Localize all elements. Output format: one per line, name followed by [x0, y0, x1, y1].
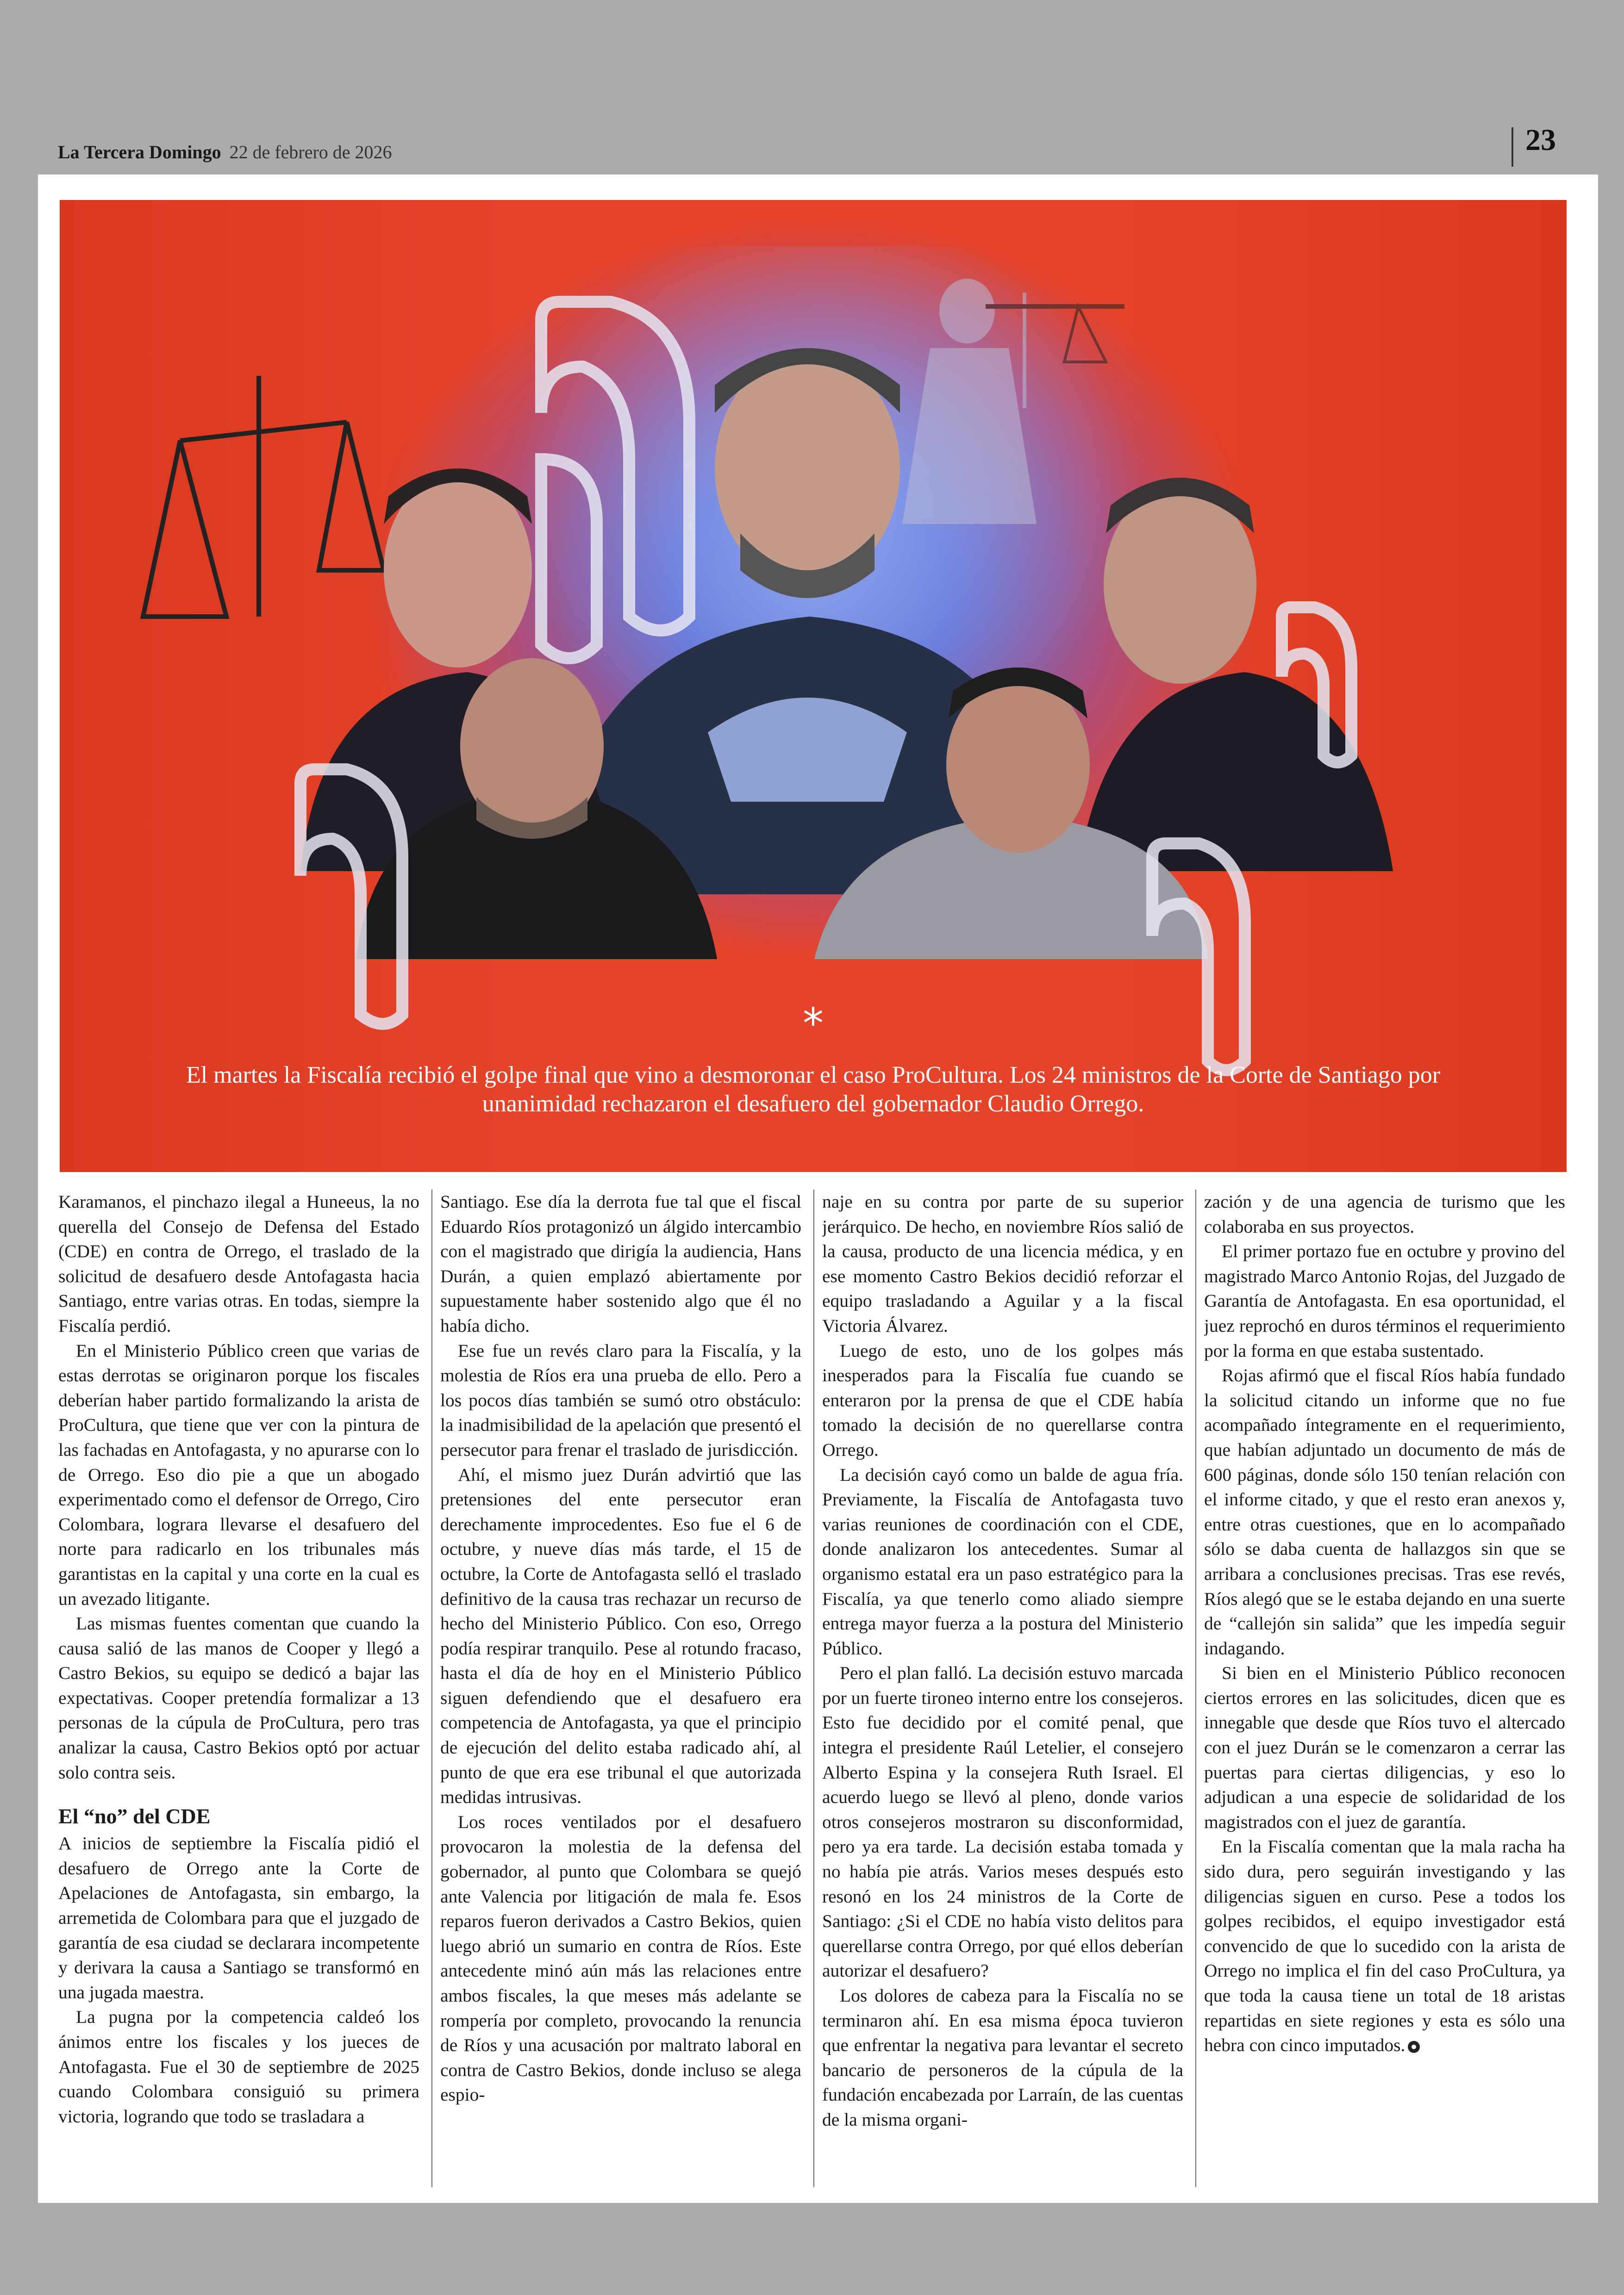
paragraph: Ese fue un revés claro para la Fiscalía, y la molestia de Ríos era una prueba de ello. Pero a los pocos días también se sumó otro obstáculo: la inadmisibilidad de la apelación que presentó el persecutor para frenar el traslado de jurisdicción.: [440, 1340, 801, 1460]
paragraph: El primer portazo fue en octubre y provino del magistrado Marco Antonio Rojas, del Juzgado de Garantía de Antofagasta. En esa oportunidad, el juez reprochó en duros términos el requerimiento por la forma en que estaba sustentado.: [1204, 1241, 1565, 1361]
masthead: [58, 141, 392, 163]
paragraph: naje en su contra por parte de su superior jerárquico. De hecho, en noviembre Ríos salió de la causa, producto de una licencia médica, y en ese momento Castro Bekios decidió reforzar el equipo trasladando a Aguilar y a la fiscal Victoria Álvarez.: [822, 1191, 1183, 1336]
subhead: El “no” del CDE: [58, 1804, 211, 1828]
hero-illustration: [60, 200, 1567, 1172]
paragraph: Karamanos, el pinchazo ilegal a Huneeus, la no querella del Consejo de Defensa del Estado (CDE) en contra de Orrego, el traslado de la solicitud de desafuero desde Antofagasta hacia Santiago, entre varias otras. En todas, siempre la Fiscalía perdió.: [58, 1191, 419, 1336]
scales-of-justice: [143, 376, 384, 617]
page-sheet: [38, 175, 1598, 2203]
paragraph: Las mismas fuentes comentan que cuando la causa salió de las manos de Cooper y llegó a Castro Bekios, su equipo se dedicó a bajar las expectativas. Cooper pretendía formalizar a 13 personas de la cúpula de ProCultura, pero tras analizar la causa, Castro Bekios optó por actuar solo contra seis.: [58, 1613, 419, 1783]
column-divider: [431, 1190, 432, 2187]
column-1: [58, 1190, 419, 2187]
hero-caption: El martes la Fiscalía recibió el golpe final que vino a desmoronar el caso ProCultura. Los 24 ministros de la Corte de Santiago por unanimidad rechazaron el desafuero del gobernador Claudio Orrego.: [186, 1062, 1441, 1117]
column-divider: [813, 1190, 814, 2187]
issue-date: 22 de febrero de 2026: [229, 142, 392, 162]
header-divider: [1512, 127, 1513, 167]
paragraph: Los roces ventilados por el desafuero provocaron la molestia de la defensa del gobernador, al punto que Colombara se quejó ante Valencia por litigación de mala fe. Esos reparos fueron derivados a Castro Bekios, quien luego abrió un sumario en contra de Ríos. Este antecedente minó aún más las relaciones entre ambos fiscales, la que meses más adelante se rompería por completo, provocando la renuncia de Ríos y una acusación por maltrato laboral en contra de Castro Bekios, donde incluso se alega espio-: [440, 1811, 801, 2105]
paragraph: Santiago. Ese día la derrota fue tal que el fiscal Eduardo Ríos protagonizó un álgido intercambio con el magistrado que dirigía la audiencia, Hans Durán, a quien emplazó abiertamente por supuestamente haber sostenido algo que él no había dicho.: [440, 1191, 801, 1336]
column-4: [1204, 1190, 1565, 2187]
paper-name: La Tercera Domingo: [58, 142, 221, 162]
column-2: [440, 1190, 801, 2187]
paragraph: Rojas afirmó que el fiscal Ríos había fundado la solicitud citando un informe que no fue acompañado íntegramente en el requerimiento, que habían adjuntado un documento de más de 600 páginas, donde sólo 150 tenían relación con el informe citado, y que el resto eran anexos y, entre otras cuestiones, que en lo acompañado sólo se daba cuenta de hallazgos sin que se arribara a conclusiones precisas. Tras ese revés, Ríos alegó que se le estaba dejando en una suerte de “callejón sin salida” que les impedía seguir indagando.: [1204, 1365, 1565, 1659]
paragraph: Si bien en el Ministerio Público reconocen ciertos errores en las solicitudes, dicen que es innegable que desde que Ríos tuvo el altercado con el juez Durán se le comenzaron a cerrar las puertas para ciertas diligencias, y eso lo adjudican a una especie de solidaridad de los magistrados con el juez de garantía.: [1204, 1663, 1565, 1832]
column-divider: [1195, 1190, 1196, 2187]
caption-asterisk: *: [803, 999, 824, 1048]
article-body: [58, 1190, 1567, 2187]
paragraph: Pero el plan falló. La decisión estuvo marcada por un fuerte tironeo interno entre los consejeros. Esto fue decidido por el comité penal, que integra el presidente Raúl Letelier, el consejero Alberto Espina y la consejera Ruth Israel. El acuerdo luego se llevó al pleno, donde varios otros consejeros mostraron su disconformidad, pero ya era tarde. La decisión estaba tomada y no había pie atrás. Varios meses después esto resonó en los 24 ministros de la Corte de Santiago: ¿Si el CDE no había visto delitos para querellarse contra Orrego, por qué ellos deberían autorizar el desafuero?: [822, 1663, 1183, 1981]
paragraph: En la Fiscalía comentan que la mala racha ha sido dura, pero seguirán investigando y las diligencias siguen en curso. Pese a todos los golpes recibidos, el equipo investigador está convencido de que lo sucedido con la arista de Orrego no implica el fin del caso ProCultura, ya que toda la causa tiene un total de 18 aristas repartidas en siete regiones y esta es sólo una hebra con cinco imputados.: [1204, 1836, 1565, 2056]
paragraph: Ahí, el mismo juez Durán advirtió que las pretensiones del ente persecutor eran derechamente improcedentes. Eso fue el 6 de octubre, y nueve días más tarde, el 15 de octubre, la Corte de Antofagasta selló el traslado definitivo de la causa tras rechazar un recurso de hecho del Ministerio Público. Con eso, Orrego podía respirar tranquilo. Pese al rotundo fracaso, hasta el día de hoy en el Ministerio Público siguen defendiendo que el desafuero era competencia de Antofagasta, ya que el principio de ejecución del delito estaba radicado ahí, al punto de que era ese tribunal el que autorizada medidas intrusivas.: [440, 1464, 801, 1808]
paragraph: La pugna por la competencia caldeó los ánimos entre los fiscales y los jueces de Antofagasta. Fue el 30 de septiembre de 2025 cuando Colombara consiguió su primera victoria, logrando que todo se trasladara a: [58, 2007, 419, 2127]
paragraph: Los dolores de cabeza para la Fiscalía no se terminaron ahí. En esa misma época tuvieron que enfrentar la negativa para levantar el secreto bancario de personeros de la cúpula de la fundación encabezada por Larraín, de las cuentas de la misma organi-: [822, 1985, 1183, 2130]
paragraph: Luego de esto, uno de los golpes más inesperados para la Fiscalía fue cuando se enteraron por la prensa de que el CDE había tomado la decisión de no querellarse contra Orrego.: [822, 1340, 1183, 1460]
paragraph: La decisión cayó como un balde de agua fría. Previamente, la Fiscalía de Antofagasta tuvo varias reuniones de coordinación con el CDE, donde analizaron los antecedentes. Sumar al organismo estatal era un paso estratégico para la Fiscalía, ya que tenerlo como aliado siempre entrega mayor fuerza a la postura del Ministerio Público.: [822, 1464, 1183, 1659]
column-3: [822, 1190, 1183, 2187]
paragraph: zación y de una agencia de turismo que les colaboraba en sus proyectos.: [1204, 1191, 1565, 1237]
paragraph: En el Ministerio Público creen que varias de estas derrotas se originaron porque los fiscales deberían haber partido formalizando la arista de ProCultura, que tiene que ver con la pintura de las fachadas en Antofagasta, y no apurarse con lo de Orrego. Eso dio pie a que un abogado experimentado como el defensor de Orrego, Ciro Colombara, lograra llevarse el desafuero del norte para radicarlo en los tribunales más garantistas en la capital y una corte en la cual es un avezado litigante.: [58, 1340, 419, 1609]
page-number: 23: [1525, 123, 1556, 157]
end-of-article-icon: [1408, 2041, 1420, 2053]
paragraph: A inicios de septiembre la Fiscalía pidió el desafuero de Orrego ante la Corte de Apelaciones de Antofagasta, sin embargo, la arremetida de Colombara para que el juzgado de garantía de esa ciudad se declarara incompetente y derivara la causa a Santiago se transformó en una jugada maestra.: [58, 1833, 419, 2002]
paragraph-final: [1204, 1834, 1565, 2058]
